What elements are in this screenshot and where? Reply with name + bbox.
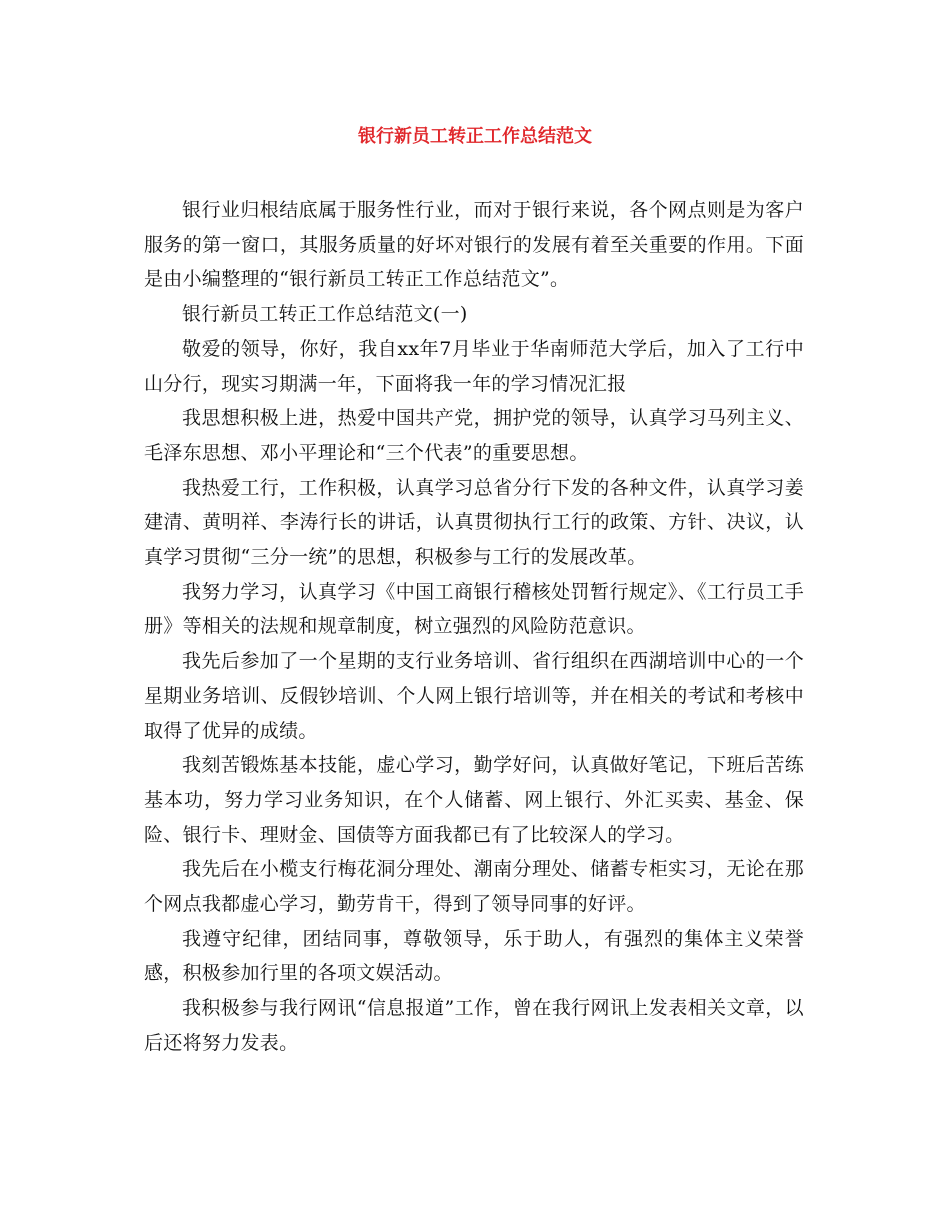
paragraph-training: 我先后参加了一个星期的支行业务培训、省行组织在西湖培训中心的一个星期业务培训、反假钞培训、个人网上银行培训等，并在相关的考试和考核中取得了优异的成绩。	[144, 650, 804, 742]
paragraph-intro: 银行业归根结底属于服务性行业，而对于银行来说，各个网点则是为客户服务的第一窗口，其服务质量的好坏对银行的发展有着至关重要的作用。下面是由小编整理的“银行新员工转正工作总结范文”。	[144, 199, 804, 291]
paragraph-reporting: 我积极参与我行网讯“信息报道”工作，曾在我行网讯上发表相关文章，以后还将努力发表。	[144, 997, 804, 1054]
document-title: 银行新员工转正工作总结范文	[358, 126, 592, 147]
paragraph-ideology: 我思想积极上进，热爱中国共产党，拥护党的领导，认真学习马列主义、毛泽东思想、邓小平理论和“三个代表”的重要思想。	[144, 407, 804, 464]
paragraph-discipline: 我遵守纪律，团结同事，尊敬领导，乐于助人，有强烈的集体主义荣誉感，积极参加行里的各项文娱活动。	[144, 927, 804, 985]
paragraph-greeting: 敬爱的领导，你好，我自xx年7月毕业于华南师范大学后，加入了工行中山分行，现实习期满一年，下面将我一年的学习情况汇报	[144, 337, 804, 395]
paragraph-skills: 我刻苦锻炼基本技能，虚心学习，勤学好问，认真做好笔记，下班后苦练基本功，努力学习业务知识，在个人储蓄、网上银行、外汇买卖、基金、保险、银行卡、理财金、国债等方面我都已有了比较深人的学习。	[144, 754, 804, 846]
document-body	[144, 193, 804, 1061]
paragraph-regulations: 我努力学习，认真学习《中国工商银行稽核处罚暂行规定》、《工行员工手册》等相关的法规和规章制度，树立强烈的风险防范意识。	[144, 580, 804, 638]
paragraph-internship: 我先后在小榄支行梅花洞分理处、潮南分理处、储蓄专柜实习，无论在那个网点我都虚心学习，勤劳肯干，得到了领导同事的好评。	[144, 858, 804, 916]
section-heading: 银行新员工转正工作总结范文(一)	[182, 303, 468, 326]
paragraph-work-attitude: 我热爱工行，工作积极，认真学习总省分行下发的各种文件，认真学习姜建清、黄明祥、李涛行长的讲话，认真贯彻执行工行的政策、方针、决议，认真学习贯彻“三分一统”的思想，积极参与工行的发展改革。	[144, 476, 804, 569]
